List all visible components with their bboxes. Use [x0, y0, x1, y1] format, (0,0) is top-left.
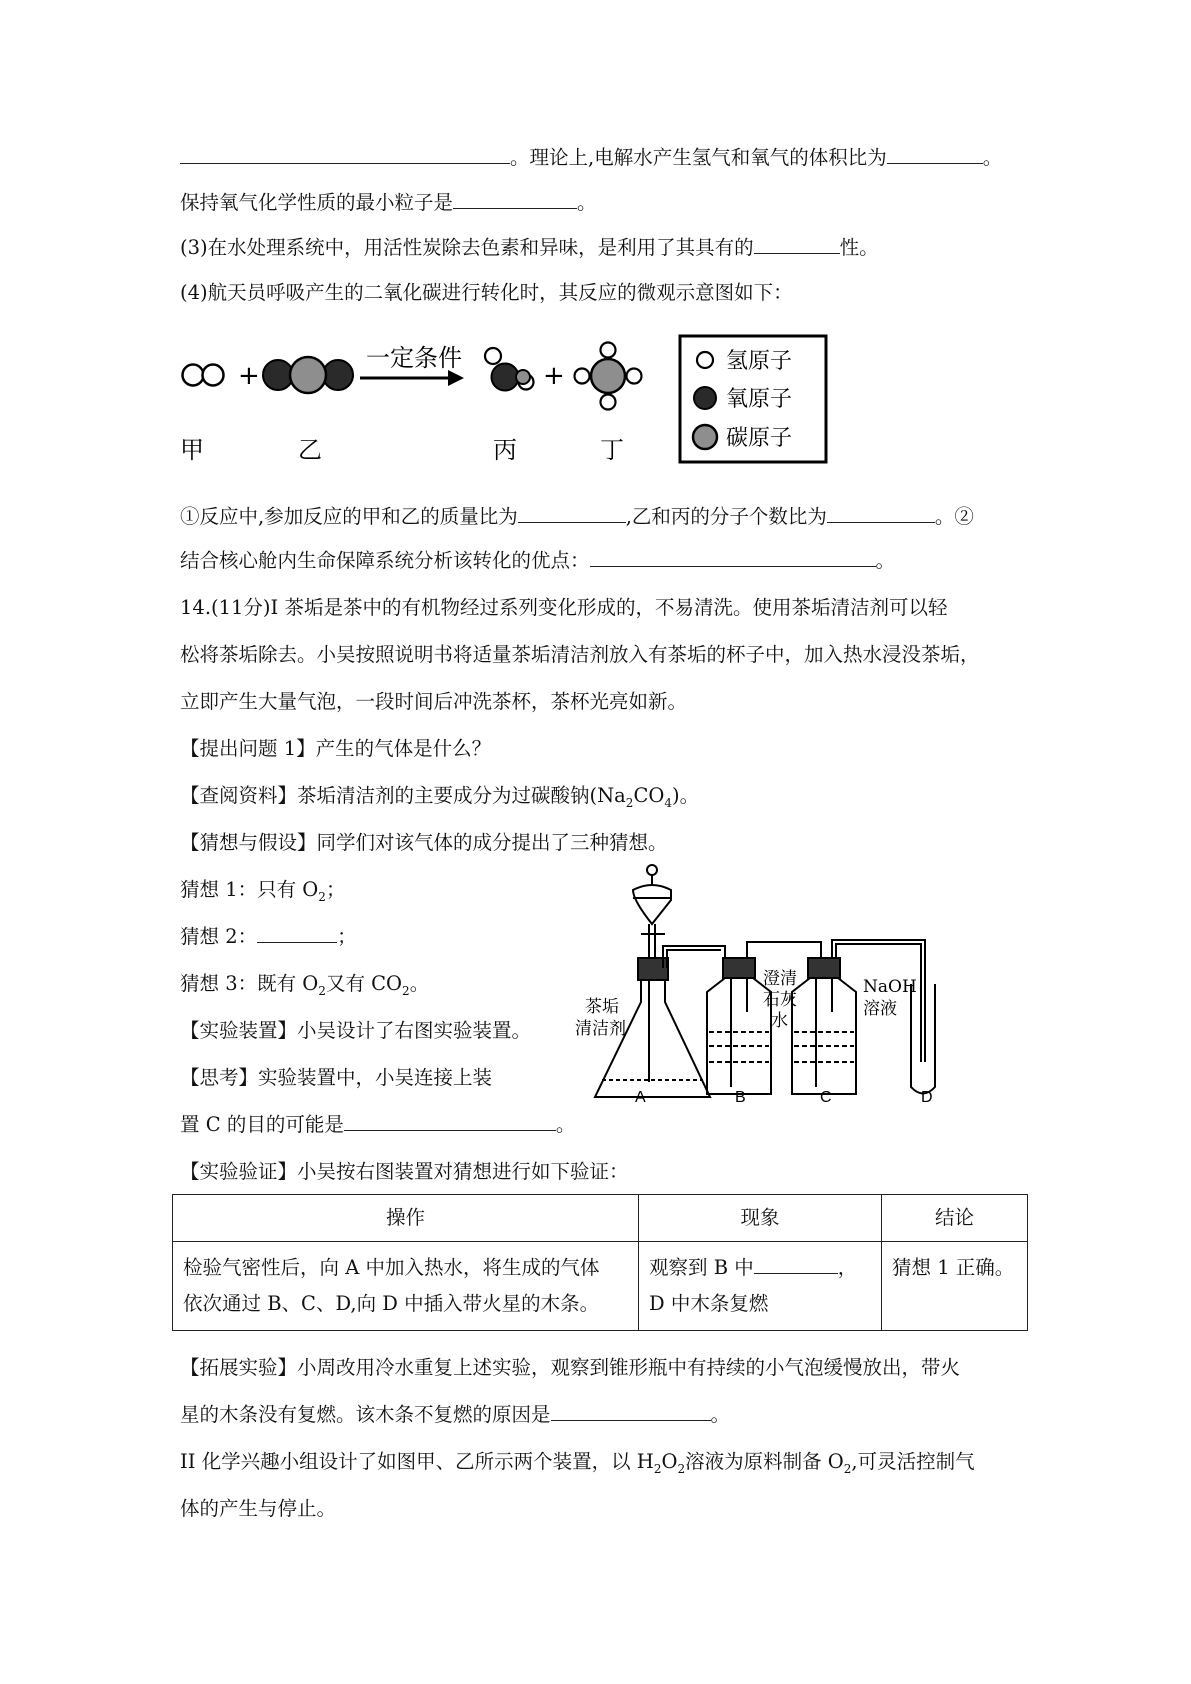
- verification-table: [172, 1194, 1028, 1331]
- legend: [680, 336, 826, 462]
- molecule-yi: [263, 357, 353, 393]
- label-cleaner-2: 清洁剂: [575, 1019, 626, 1039]
- q14-line-1: 14.(11分)I 茶垢是茶中的有机物经过系列变化形成的，不易清洗。使用茶垢清洁剂可以轻: [180, 596, 948, 619]
- svg-text:+: +: [238, 361, 260, 391]
- legend-oxygen: 氧原子: [726, 387, 793, 412]
- thinking: 【思考】实验装置中，小吴连接上装: [180, 1066, 493, 1089]
- table-row: [173, 1242, 1028, 1331]
- reaction-micro-diagram: [180, 340, 880, 490]
- line-3: (3)在水处理系统中，用活性炭除去色素和异味，是利用了其具有的 性。: [180, 233, 879, 263]
- cell-operation: 检验气密性后，向 A 中加入热水，将生成的气体 依次通过 B、C、D,向 D 中插入带火星的木条。: [173, 1242, 639, 1331]
- answer-blank[interactable]: [551, 1400, 711, 1421]
- arrow: [360, 370, 464, 386]
- thinking-2: 置 C 的目的可能是 。: [180, 1110, 575, 1140]
- extension-2: 星的木条没有复燃。该木条不复燃的原因是 。: [180, 1400, 730, 1430]
- legend-hydrogen: 氢原子: [726, 349, 793, 374]
- svg-text:+: +: [543, 361, 565, 391]
- label-lime-2: 石灰: [763, 990, 797, 1010]
- label-b: B: [735, 1089, 746, 1106]
- molecule-bing: [485, 348, 534, 391]
- cell-phenomenon: 观察到 B 中 ， D 中木条复燃: [639, 1242, 882, 1331]
- cell-conclusion: 猜想 1 正确。: [882, 1242, 1028, 1331]
- label-lime-1: 澄清: [763, 969, 797, 989]
- q14-line-2: 松将茶垢除去。小吴按照说明书将适量茶垢清洁剂放入有茶垢的杯子中，加入热水浸没茶垢，: [180, 643, 980, 666]
- line-2: 保持氧气化学性质的最小粒子是 。: [180, 188, 597, 218]
- q14-line-3: 立即产生大量气泡，一段时间后冲洗茶杯，茶杯光亮如新。: [180, 690, 688, 713]
- answer-blank[interactable]: [453, 188, 577, 209]
- answer-blank[interactable]: [518, 502, 626, 523]
- answer-blank[interactable]: [344, 1110, 556, 1131]
- line-1: 。理论上,电解水产生氢气和氧气的体积比为 。: [180, 143, 1002, 173]
- experiment-apparatus: [575, 862, 1025, 1106]
- header-conclusion: 结论: [882, 1195, 1028, 1242]
- molecule-jia: [183, 365, 224, 386]
- arrow-label: 一定条件: [366, 344, 462, 372]
- answer-blank[interactable]: [180, 143, 510, 164]
- legend-carbon: 碳原子: [726, 426, 793, 451]
- setup: 【实验装置】小吴设计了右图实验装置。: [180, 1019, 532, 1042]
- reference: 【查阅资料】茶垢清洁剂的主要成分为过碳酸钠$(Na_2CO_4)$。: [180, 784, 700, 810]
- line-6: 结合核心舱内生命保障系统分析该转化的优点： 。: [180, 546, 895, 576]
- answer-blank[interactable]: [590, 546, 876, 567]
- answer-blank[interactable]: [827, 502, 935, 523]
- question-1: 【提出问题 1】产生的气体是什么？: [180, 737, 492, 760]
- answer-blank[interactable]: [754, 233, 840, 254]
- label-cleaner-1: 茶垢: [585, 997, 619, 1017]
- answer-blank[interactable]: [887, 143, 983, 164]
- label-naoh-2: 溶液: [863, 999, 897, 1019]
- label-yi: 乙: [298, 436, 322, 464]
- label-ding: 丁: [600, 436, 624, 464]
- answer-blank[interactable]: [257, 922, 337, 943]
- guess-2: 猜想 2： ；: [180, 922, 357, 952]
- guess-1: 猜想 1：只有 $O_2$；: [180, 878, 346, 904]
- label-bing: 丙: [493, 436, 517, 464]
- label-a: A: [635, 1089, 646, 1106]
- label-c: C: [820, 1089, 832, 1106]
- label-jia: 甲: [180, 436, 204, 464]
- header-phenomenon: 现象: [639, 1195, 882, 1242]
- line-4: (4)航天员呼吸产生的二氧化碳进行转化时，其反应的微观示意图如下：: [180, 281, 793, 304]
- label-d: D: [921, 1089, 933, 1106]
- part-ii-1: II 化学兴趣小组设计了如图甲、乙所示两个装置，以 $H_2O_2$溶液为原料制备 $O_2$,可灵活控制气: [180, 1450, 975, 1476]
- hypothesis-intro: 【猜想与假设】同学们对该气体的成分提出了三种猜想。: [180, 831, 668, 854]
- label-naoh-1: NaOH: [863, 977, 917, 997]
- guess-3: 猜想 3：既有 $O_2$又有 $CO_2$。: [180, 972, 430, 998]
- line-5: ①反应中,参加反应的甲和乙的质量比为 ,乙和丙的分子个数比为 。②: [180, 502, 974, 532]
- extension-1: 【拓展实验】小周改用冷水重复上述实验，观察到锥形瓶中有持续的小气泡缓慢放出，带火: [180, 1356, 961, 1379]
- label-lime-3: 水: [771, 1011, 788, 1031]
- molecule-ding: [575, 343, 642, 410]
- verification-intro: 【实验验证】小吴按右图装置对猜想进行如下验证：: [180, 1160, 629, 1183]
- answer-blank[interactable]: [754, 1253, 838, 1274]
- part-ii-2: 体的产生与停止。: [180, 1497, 337, 1520]
- header-operation: 操作: [173, 1195, 639, 1242]
- table-header-row: [173, 1195, 1028, 1242]
